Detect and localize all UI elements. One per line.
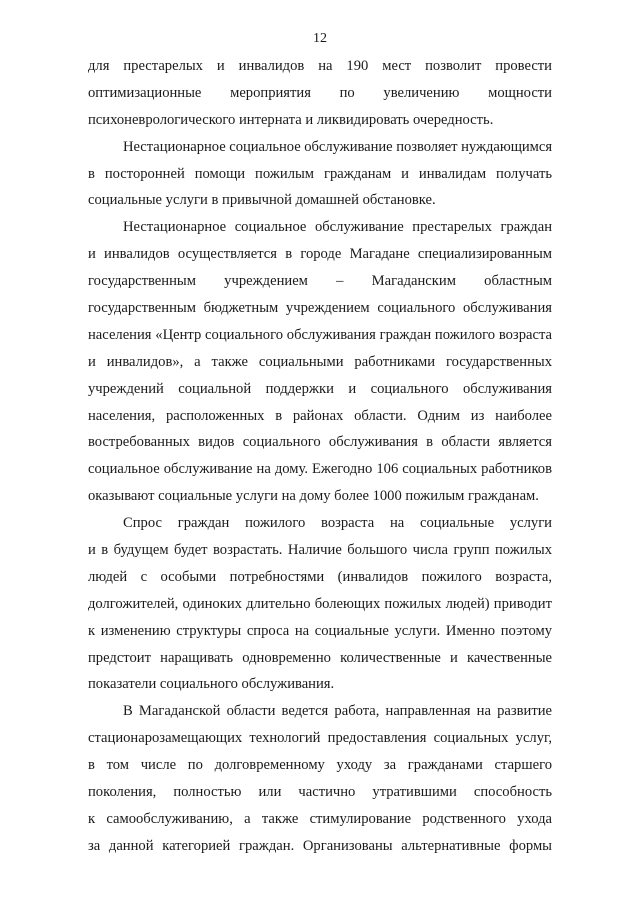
- text-line: в том числе по долговременному уходу за гражданами старшего: [88, 757, 552, 774]
- text-line: предстоит наращивать одновременно количественные и качественные: [88, 649, 552, 666]
- text-line: долгожителей, одиноких длительно болеющих пожилых людей) приводит: [88, 595, 552, 612]
- text-line: стационарозамещающих технологий предоставления социальных услуг,: [88, 730, 552, 747]
- text-line: и инвалидов осуществляется в городе Магадане специализированным: [88, 246, 552, 263]
- text-line: психоневрологического интерната и ликвидировать очередность.: [88, 111, 494, 128]
- text-line: и инвалидов», а также социальными работниками государственных: [88, 353, 552, 370]
- text-line: для престарелых и инвалидов на 190 мест позволит провести: [88, 58, 552, 74]
- body-text: [88, 53, 552, 860]
- text-line: к изменению структуры спроса на социальные услуги. Именно поэтому: [88, 622, 552, 639]
- text-line: и в будущем будет возрастать. Наличие большого числа групп пожилых: [88, 542, 552, 559]
- text-line: учреждений социальной поддержки и социального обслуживания: [88, 380, 552, 397]
- text-line: поколения, полностью или частично утратившими способность: [88, 784, 552, 801]
- text-line: Нестационарное социальное обслуживание позволяет нуждающимся: [123, 138, 552, 155]
- text-line: населения «Центр социального обслуживания граждан пожилого возраста: [88, 326, 552, 343]
- text-line: показатели социального обслуживания.: [88, 676, 335, 693]
- text-line: оказывают социальные услуги на дому более 1000 пожилым гражданам.: [88, 488, 539, 505]
- text-line: в посторонней помощи пожилым гражданам и инвалидам получать: [88, 165, 552, 182]
- text-line: Спрос граждан пожилого возраста на социальные услуги: [123, 515, 552, 532]
- text-line: социальные услуги в привычной домашней обстановке.: [88, 192, 436, 209]
- text-line: людей с особыми потребностями (инвалидов пожилого возраста,: [88, 568, 552, 585]
- text-line: населения, расположенных в районах области. Одним из наиболее: [88, 407, 552, 424]
- text-line: государственным учреждением – Магаданским областным: [88, 273, 552, 290]
- text-line: к самообслуживанию, а также стимулирование родственного ухода: [88, 810, 552, 827]
- text-line: В Магаданской области ведется работа, направленная на развитие: [123, 703, 552, 720]
- text-line: востребованных видов социального обслуживания в области является: [88, 434, 552, 451]
- text-line: Нестационарное социальное обслуживание престарелых граждан: [123, 219, 552, 236]
- text-line: социальное обслуживание на дому. Ежегодно 106 социальных работников: [88, 461, 552, 478]
- text-line: оптимизационные мероприятия по увеличению мощности: [88, 84, 552, 101]
- text-line: за данной категорией граждан. Организованы альтернативные формы: [88, 837, 552, 854]
- text-line: государственным бюджетным учреждением социального обслуживания: [88, 300, 552, 317]
- page-number: 12: [313, 31, 327, 46]
